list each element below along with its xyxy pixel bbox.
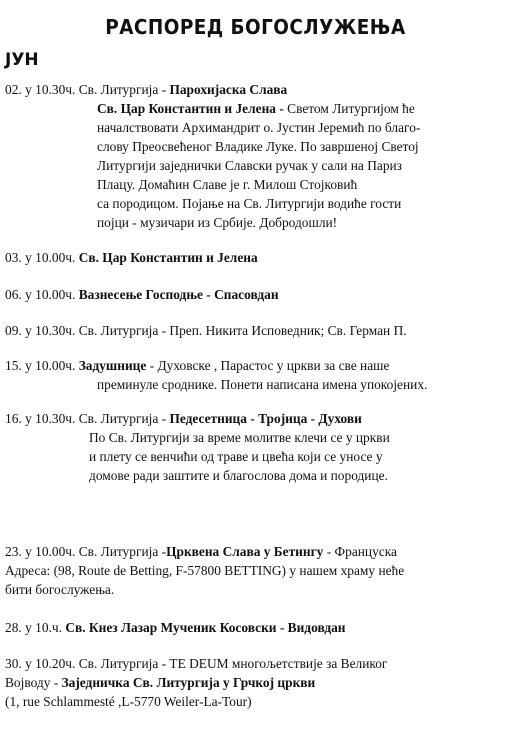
entry-line: По Св. Литургији за време молитве клечи се у цркви [89,430,390,445]
entry-line: Плацу. Домаћин Славе је г. Милош Стојковић [97,177,358,192]
entry-line: домове ради заштите и благослова дома и породице. [89,468,388,483]
entry-line: 15. у 10.00ч. Задушнице - Духовске , Парастос у цркви за све наше [5,358,390,373]
entry-line: (1, rue Schlammesté ,L-5770 Weiler-La-Tour) [5,694,252,709]
page-title: РАСПОРЕД БОГОСЛУЖЕЊА [105,15,406,39]
entry-line: началствовати Архимандрит о. Јустин Јеремић по благо- [97,120,421,135]
entry-line: 30. у 10.20ч. Св. Литургија - TE DEUM многољетствије за Великог [5,656,388,671]
entry-line: Адреса: (98, Route de Betting, F-57800 BETTING) у нашем храму неће [5,563,405,578]
entry-line: и плету се венчићи од траве и цвећа који се уносе у [89,449,383,464]
month-heading: ЈУН [5,50,39,70]
entry-line: 02. у 10.30ч. Св. Литургија - Парохијаска Слава [5,82,288,97]
entry-line: 28. у 10.ч. Св. Кнез Лазар Мученик Косовски - Видовдан [5,620,346,635]
entry-line: 09. у 10.30ч. Св. Литургија - Преп. Никита Исповедник; Св. Герман П. [5,323,407,338]
entry-line: Војводу - Заједничка Св. Литургија у Грчкој цркви [5,675,316,690]
entry-line: преминуле сроднике. Понети написана имена упокојених. [97,377,428,392]
entry-line: 16. у 10.30ч. Св. Литургија - Педесетница - Тројица - Духови [5,411,362,426]
entry-line: Литургији заједнички Славски ручак у сали на Париз [97,158,402,173]
entry-line: слову Преосвећеног Владике Луке. По завршеној Светој [97,139,419,154]
entry-line: Св. Цар Константин и Јелена - Светом Литургијом ће [97,101,415,116]
entry-line: 23. у 10.00ч. Св. Литургија -Црквена Слава у Бетингу - Француска [5,544,397,559]
entry-line: појци - музичари из Србије. Добродошли! [97,215,338,230]
entry-line: бити богослужења. [5,582,115,597]
entry-line: 06. у 10.00ч. Вазнесење Господње - Спасовдан [5,287,279,302]
entry-line: са породицом. Појање на Св. Литургији водиће гости [97,196,402,211]
entry-line: 03. у 10.00ч. Св. Цар Константин и Јелена [5,250,258,265]
